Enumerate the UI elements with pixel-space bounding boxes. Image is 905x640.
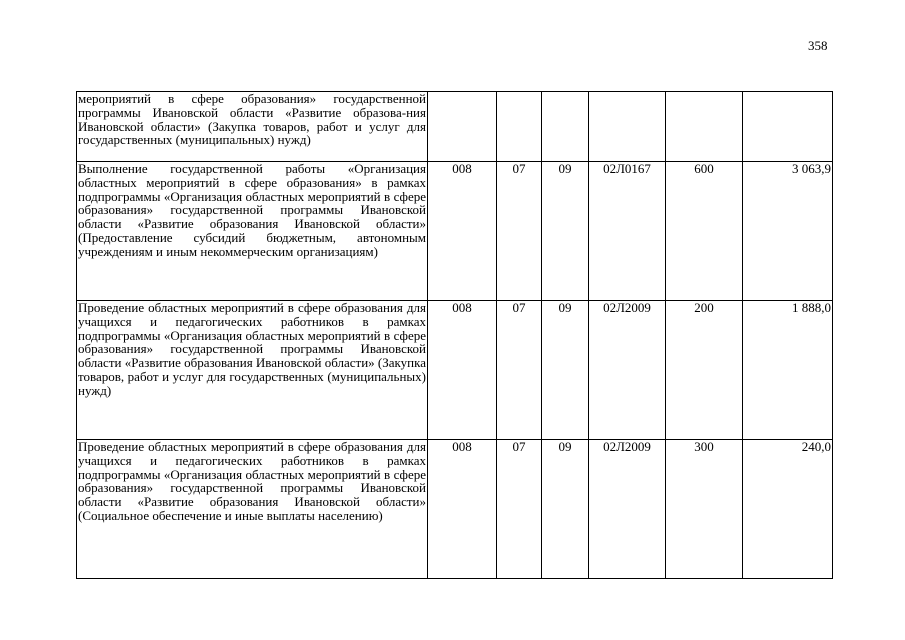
row-description: Проведение областных мероприятий в сфере образования для учащихся и педагогических работников в рамках подпрограммы «Организация областных мероприятий в сфере образования» государственной программы Ивановской области «Развитие образования Ивановской области» (Социальное обеспечение и иные выплаты населению) — [77, 440, 428, 579]
amount-value — [743, 92, 833, 162]
amount-value: 1 888,0 — [743, 301, 833, 440]
amount-value: 240,0 — [743, 440, 833, 579]
target-article-code: 02Л2009 — [589, 301, 666, 440]
ministry-code: 008 — [428, 301, 497, 440]
ministry-code — [428, 92, 497, 162]
row-description: Выполнение государственной работы «Организация областных мероприятий в сфере образования» в рамках подпрограммы «Организация областных мероприятий в сфере образования» государственной программы Ивановской области «Развитие образования Ивановской области» (Предоставление субсидий бюджетным, автономным учреждениям и иным некоммерческим организациям) — [77, 162, 428, 301]
table-row — [77, 162, 833, 301]
budget-table — [76, 91, 833, 579]
amount-value: 3 063,9 — [743, 162, 833, 301]
table-row — [77, 92, 833, 162]
row-description: мероприятий в сфере образования» государственной программы Ивановской области «Развитие образова-ния Ивановской области» (Закупка товаров, работ и услуг для государственных (муниципальных) нужд) — [77, 92, 428, 162]
section-code: 07 — [497, 301, 542, 440]
expense-type-code: 600 — [666, 162, 743, 301]
target-article-code: 02Л0167 — [589, 162, 666, 301]
subsection-code: 09 — [542, 301, 589, 440]
table-row — [77, 301, 833, 440]
section-code: 07 — [497, 162, 542, 301]
target-article-code: 02Л2009 — [589, 440, 666, 579]
table-row — [77, 440, 833, 579]
ministry-code: 008 — [428, 162, 497, 301]
expense-type-code — [666, 92, 743, 162]
ministry-code: 008 — [428, 440, 497, 579]
page-number: 358 — [808, 38, 828, 53]
section-code: 07 — [497, 440, 542, 579]
expense-type-code: 300 — [666, 440, 743, 579]
row-description: Проведение областных мероприятий в сфере образования для учащихся и педагогических работников в рамках подпрограммы «Организация областных мероприятий в сфере образования» государственной программы Ивановской области «Развитие образования Ивановской области» (Закупка товаров, работ и услуг для государственных (муниципальных) нужд) — [77, 301, 428, 440]
subsection-code — [542, 92, 589, 162]
section-code — [497, 92, 542, 162]
target-article-code — [589, 92, 666, 162]
subsection-code: 09 — [542, 162, 589, 301]
expense-type-code: 200 — [666, 301, 743, 440]
subsection-code: 09 — [542, 440, 589, 579]
